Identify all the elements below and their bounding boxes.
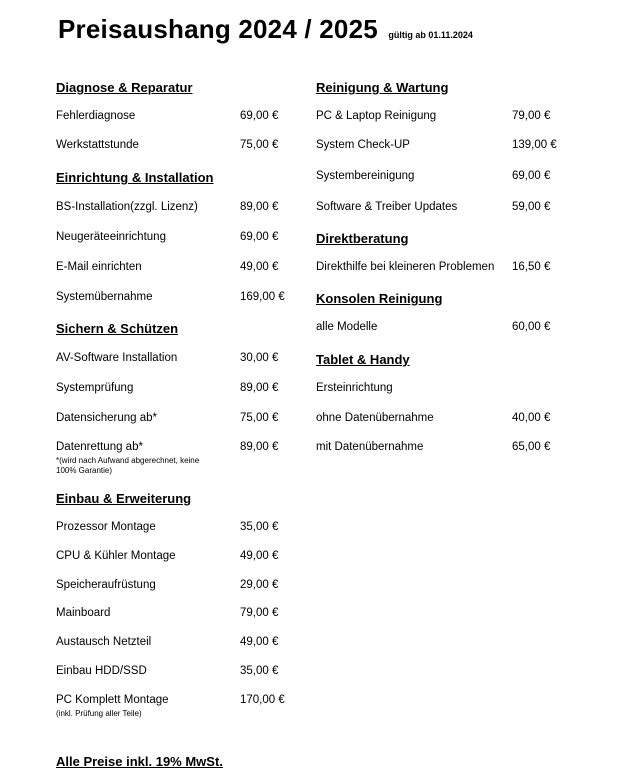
section-heading: Diagnose & Reparatur — [56, 80, 193, 95]
item-price: 49,00 € — [240, 261, 279, 273]
item-label: Neugeräteeinrichtung — [56, 231, 166, 243]
item-price: 35,00 € — [240, 665, 279, 677]
item-label: Einbau HDD/SSD — [56, 665, 147, 677]
item-note: *(wird nach Aufwand abgerechnet, keine — [56, 456, 200, 465]
item-price: 69,00 € — [240, 110, 279, 122]
item-label: Werkstattstunde — [56, 139, 139, 151]
section-heading: Sichern & Schützen — [56, 321, 179, 336]
item-label: Fehlerdiagnose — [56, 110, 136, 122]
page-title: Preisaushang 2024 / 2025 — [58, 14, 378, 44]
validity-date: gültig ab 01.11.2024 — [388, 30, 473, 40]
item-price: 49,00 € — [240, 636, 279, 648]
item-price: 65,00 € — [512, 441, 551, 453]
item-label: BS-Installation(zzgl. Lizenz) — [56, 201, 198, 213]
item-label: Speicheraufrüstung — [56, 579, 156, 591]
item-label: Mainboard — [56, 607, 111, 619]
item-price: 69,00 € — [512, 170, 551, 182]
item-price: 35,00 € — [240, 521, 279, 533]
item-price: 30,00 € — [240, 352, 279, 364]
section-heading: Konsolen Reinigung — [316, 291, 443, 306]
item-price: 29,00 € — [240, 579, 279, 591]
item-price: 169,00 € — [240, 291, 285, 303]
item-label: CPU & Kühler Montage — [56, 550, 176, 562]
vat-note: Alle Preise inkl. 19% MwSt. — [56, 754, 223, 769]
item-price: 75,00 € — [240, 412, 279, 424]
item-price: 170,00 € — [240, 694, 285, 706]
item-label: AV-Software Installation — [56, 352, 178, 364]
item-price: 16,50 € — [512, 261, 551, 273]
item-label: PC & Laptop Reinigung — [316, 110, 437, 122]
item-label: Datensicherung ab* — [56, 412, 158, 424]
item-price: 89,00 € — [240, 441, 279, 453]
item-label: Systembereinigung — [316, 170, 415, 182]
section-heading: Tablet & Handy — [316, 352, 410, 367]
item-price: 59,00 € — [512, 201, 551, 213]
item-price: 89,00 € — [240, 201, 279, 213]
item-label: alle Modelle — [316, 321, 378, 333]
item-label: Software & Treiber Updates — [316, 201, 458, 213]
item-price: 89,00 € — [240, 382, 279, 394]
item-label: Systemübernahme — [56, 291, 153, 303]
section-heading: Einrichtung & Installation — [56, 170, 214, 185]
item-price: 75,00 € — [240, 139, 279, 151]
page-title-block — [58, 14, 473, 45]
item-label: E-Mail einrichten — [56, 261, 142, 273]
section-heading: Einbau & Erweiterung — [56, 491, 192, 506]
item-price: 60,00 € — [512, 321, 551, 333]
item-price: 49,00 € — [240, 550, 279, 562]
item-label: Direkthilfe bei kleineren Problemen — [316, 261, 495, 273]
item-label: ohne Datenübernahme — [316, 412, 434, 424]
item-label: Datenrettung ab* — [56, 441, 143, 453]
item-price: 69,00 € — [240, 231, 279, 243]
section-heading: Direktberatung — [316, 231, 409, 246]
item-price: 139,00 € — [512, 139, 557, 151]
item-label: Prozessor Montage — [56, 521, 156, 533]
item-label: Ersteinrichtung — [316, 382, 393, 394]
item-price: 40,00 € — [512, 412, 551, 424]
section-heading: Reinigung & Wartung — [316, 80, 449, 95]
item-label: Systemprüfung — [56, 382, 134, 394]
item-label: PC Komplett Montage — [56, 694, 169, 706]
item-label: System Check-UP — [316, 139, 410, 151]
item-price: 79,00 € — [240, 607, 279, 619]
item-label: Austausch Netzteil — [56, 636, 152, 648]
item-note: (inkl. Prüfung aller Teile) — [56, 709, 142, 718]
item-note: 100% Garantie) — [56, 466, 113, 475]
item-label: mit Datenübernahme — [316, 441, 424, 453]
item-price: 79,00 € — [512, 110, 551, 122]
